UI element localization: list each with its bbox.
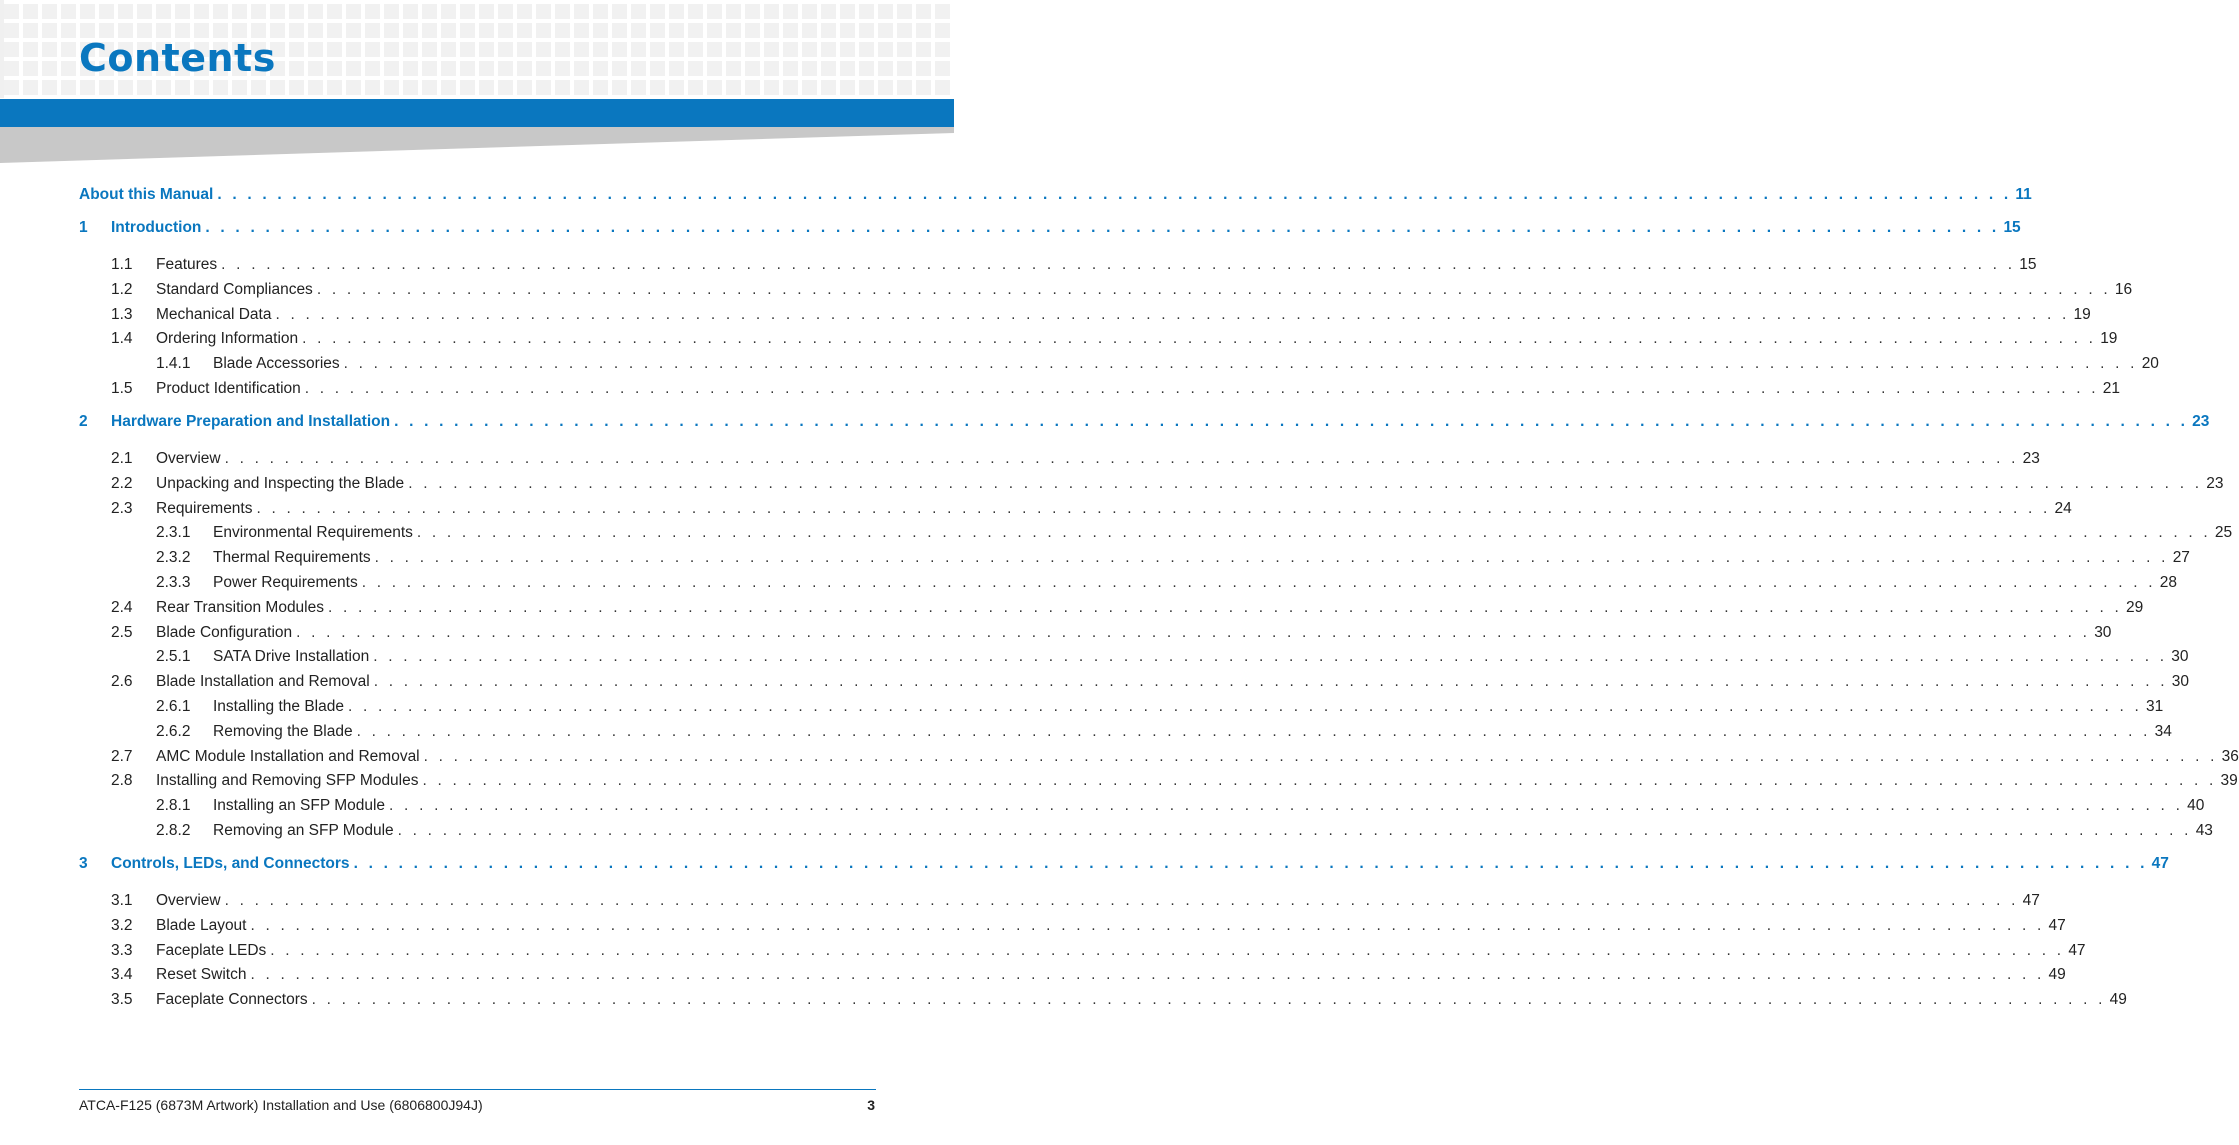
toc-entry-page: 30 [2168, 671, 2189, 693]
toc-entry-number: 2.6.1 [156, 698, 191, 715]
toc-dot-leader: . . . . . . . . . . . . . . . . . . . . . . . . . . . . . . . . . . . . . . . . . . . . . . . . . . . . . . . . . . . . . . . . . . . . . . . . . . . . . . . . . . . . . . . . . . . . . . . . . . . . . . . . . . . . . . . . . . . . . . . . [224, 450, 2019, 467]
toc-entry-line [213, 795, 2205, 817]
toc-entry-line [79, 184, 2032, 206]
toc-dot-leader: . . . . . . . . . . . . . . . . . . . . . . . . . . . . . . . . . . . . . . . . . . . . . . . . . . . . . . . . . . . . . . . . . . . . . . . . . . . . . . . . . . . . . . . . . . . . . . . . . . . . . . . . . . . . . . . . . . . . . . . . [408, 474, 2203, 492]
toc-dot-leader: . . . . . . . . . . . . . . . . . . . . . . . . . . . . . . . . . . . . . . . . . . . . . . . . . . . . . . . . . . . . . . . . . . . . . . . . . . . . . . . . . . . . . . . . . . . . . . . . . . . . . . . . . . . . . . . . . . . . . . . . [304, 380, 2099, 397]
toc-entry[interactable] [0, 378, 2121, 400]
toc-entry-title: Standard Compliances [156, 279, 317, 301]
toc-entry-number: 2 [79, 413, 88, 430]
toc-entry-title: Blade Accessories [213, 353, 344, 375]
toc-entry[interactable] [0, 940, 2086, 962]
toc-entry-page: 25 [2211, 522, 2232, 544]
toc-entry[interactable] [0, 696, 2164, 718]
toc-entry-line [156, 989, 2127, 1011]
toc-entry-line [156, 915, 2066, 937]
toc-entry-title: Unpacking and Inspecting the Blade [156, 473, 408, 495]
toc-entry-page: 23 [2202, 473, 2223, 495]
toc-entry-line [156, 770, 2238, 792]
toc-entry-number: 3.5 [111, 991, 133, 1009]
toc-entry-title: Introduction [111, 217, 205, 239]
toc-dot-leader: . . . . . . . . . . . . . . . . . . . . . . . . . . . . . . . . . . . . . . . . . . . . . . . . . . . . . . . . . . . . . . . . . . . . . . . . . . . . . . . . . . . . . . . . . . . . . . . . . . . . . . . . . . . . . . . . . . . . . . . . [347, 698, 2143, 715]
toc-dot-leader: . . . . . . . . . . . . . . . . . . . . . . . . . . . . . . . . . . . . . . . . . . . . . . . . . . . . . . . . . . . . . . . . . . . . . . . . . . . . . . . . . . . . . . . . . . . . . . . . . . . . . . . . . . . . . . . . . . . . . . . . [373, 673, 2168, 691]
toc-dot-leader: . . . . . . . . . . . . . . . . . . . . . . . . . . . . . . . . . . . . . . . . . . . . . . . . . . . . . . . . . . . . . . . . . . . . . . . . . . . . . . . . . . . . . . . . . . . . . . . . . . . . . . . . . . . . . . . . . . . . . . . . [296, 623, 2091, 641]
toc-entry-number: 1.2 [111, 280, 133, 298]
toc-entry-number: 3.2 [111, 916, 133, 934]
toc-entry-title: Overview [156, 448, 225, 470]
toc-entry-line [156, 498, 2072, 520]
toc-entry-title: Blade Installation and Removal [156, 671, 374, 693]
toc-dot-leader: . . . . . . . . . . . . . . . . . . . . . . . . . . . . . . . . . . . . . . . . . . . . . . . . . . . . . . . . . . . . . . . . . . . . . . . . . . . . . . . . . . . . . . . . . . . . . . . . . . . . . . . . . . . . . . . . . . . . . . . . [343, 355, 2138, 373]
toc-entry-page: 30 [2090, 622, 2111, 644]
toc-entry[interactable] [0, 721, 2172, 743]
toc-entry[interactable] [0, 597, 2144, 619]
toc-dot-leader: . . . . . . . . . . . . . . . . . . . . . . . . . . . . . . . . . . . . . . . . . . . . . . . . . . . . . . . . . . . . . . . . . . . . . . . . . . . . . . . . . . . . . . . . . . . . . . . . . . . . . . . . . . . . . . . . . . . . . . . . [224, 892, 2019, 909]
toc-dot-leader: . . . . . . . . . . . . . . . . . . . . . . . . . . . . . . . . . . . . . . . . . . . . . . . . . . . . . . . . . . . . . . . . . . . . . . . . . . . . . . . . . . . . . . . . . . . . . . . . . . . . . . . . . . . . . . . . . . . . . . . . [361, 574, 2156, 591]
toc-entry[interactable] [0, 646, 2189, 668]
toc-entry[interactable] [0, 915, 2066, 937]
toc-entry-number: 2.6 [111, 673, 133, 691]
toc-entry-line [156, 940, 2086, 962]
toc-entry-page: 15 [2015, 254, 2036, 276]
toc-dot-leader: . . . . . . . . . . . . . . . . . . . . . . . . . . . . . . . . . . . . . . . . . . . . . . . . . . . . . . . . . . . . . . . . . . . . . . . . . . . . . . . . . . . . . . . . . . . . . . . . . . . . . . . . . . . . . . . . . . . . . . . . [256, 499, 2051, 517]
toc-entry-title: Power Requirements [213, 572, 362, 594]
toc-dot-leader: . . . . . . . . . . . . . . . . . . . . . . . . . . . . . . . . . . . . . . . . . . . . . . . . . . . . . . . . . . . . . . . . . . . . . . . . . . . . . . . . . . . . . . . . . . . . . . . . . . . . . . . . . . . . . . . . . . . . . . . . [316, 280, 2111, 298]
toc-entry[interactable] [0, 353, 2159, 375]
toc-dot-leader: . . . . . . . . . . . . . . . . . . . . . . . . . . . . . . . . . . . . . . . . . . . . . . . . . . . . . . . . . . . . . . . . . . . . . . . . . . . . . . . . . . . . . . . . . . . . . . . . . . . . . . . . . . . . . . . . . . . . . . . . [250, 916, 2045, 934]
toc-entry-line [156, 279, 2133, 301]
toc-entry[interactable] [0, 254, 2037, 276]
toc-dot-leader: . . . . . . . . . . . . . . . . . . . . . . . . . . . . . . . . . . . . . . . . . . . . . . . . . . . . . . . . . . . . . . . . . . . . . . . . . . . . . . . . . . . . . . . . . . . . . . . . . . . . . . . . . . . . . . . . . . . . . . . . [394, 413, 2189, 430]
toc-entry-page: 11 [2011, 184, 2031, 206]
toc-entry-title: Features [156, 254, 221, 276]
toc-entry-line [213, 522, 2233, 544]
toc-entry-page: 47 [2019, 890, 2040, 912]
toc-dot-leader: . . . . . . . . . . . . . . . . . . . . . . . . . . . . . . . . . . . . . . . . . . . . . . . . . . . . . . . . . . . . . . . . . . . . . . . . . . . . . . . . . . . . . . . . . . . . . . . . . . . . . . . . . . . . . . . . . . . . . . . . [397, 822, 2192, 839]
toc-entry-title: About this Manual [79, 184, 217, 206]
toc-entry[interactable] [0, 547, 2190, 569]
toc-entry-title: Overview [156, 890, 225, 912]
toc-entry-number: 1.5 [111, 380, 133, 397]
toc-dot-leader: . . . . . . . . . . . . . . . . . . . . . . . . . . . . . . . . . . . . . . . . . . . . . . . . . . . . . . . . . . . . . . . . . . . . . . . . . . . . . . . . . . . . . . . . . . . . . . . . . . . . . . . . . . . . . . . . . . . . . . . . [205, 219, 2000, 236]
toc-dot-leader: . . . . . . . . . . . . . . . . . . . . . . . . . . . . . . . . . . . . . . . . . . . . . . . . . . . . . . . . . . . . . . . . . . . . . . . . . . . . . . . . . . . . . . . . . . . . . . . . . . . . . . . . . . . . . . . . . . . . . . . . [389, 797, 2184, 815]
toc-entry-line [156, 378, 2121, 400]
toc-entry-page: 19 [2096, 328, 2117, 350]
footer-page-number: 3 [867, 1097, 875, 1113]
page-title: Contents [79, 36, 276, 80]
toc-dot-leader: . . . . . . . . . . . . . . . . . . . . . . . . . . . . . . . . . . . . . . . . . . . . . . . . . . . . . . . . . . . . . . . . . . . . . . . . . . . . . . . . . . . . . . . . . . . . . . . . . . . . . . . . . . . . . . . . . . . . . . . . [373, 648, 2168, 666]
toc-entry-title: Requirements [156, 498, 257, 520]
toc-entry[interactable] [0, 820, 2213, 842]
toc-dot-leader: . . . . . . . . . . . . . . . . . . . . . . . . . . . . . . . . . . . . . . . . . . . . . . . . . . . . . . . . . . . . . . . . . . . . . . . . . . . . . . . . . . . . . . . . . . . . . . . . . . . . . . . . . . . . . . . . . . . . . . . . [270, 941, 2065, 959]
toc-entry-line [213, 353, 2159, 375]
toc-dot-leader: . . . . . . . . . . . . . . . . . . . . . . . . . . . . . . . . . . . . . . . . . . . . . . . . . . . . . . . . . . . . . . . . . . . . . . . . . . . . . . . . . . . . . . . . . . . . . . . . . . . . . . . . . . . . . . . . . . . . . . . . [221, 256, 2016, 273]
toc-entry-title: Reset Switch [156, 964, 250, 986]
toc-entry-page: 43 [2192, 820, 2213, 842]
toc-entry-title: Controls, LEDs, and Connectors [111, 853, 354, 875]
toc-entry-number: 2.5 [111, 623, 133, 641]
toc-entry[interactable] [0, 989, 2127, 1011]
toc-entry[interactable] [0, 328, 2118, 350]
toc-entry-number: 2.8 [111, 772, 133, 790]
toc-entry-page: 47 [2064, 940, 2085, 962]
toc-entry-page: 47 [2148, 853, 2169, 875]
toc-entry-number: 2.6.2 [156, 722, 191, 740]
toc-entry-title: Removing the Blade [213, 721, 357, 743]
toc-entry-number: 2.7 [111, 747, 133, 765]
toc-entry-line [213, 696, 2164, 718]
toc-entry-number: 1.4.1 [156, 355, 191, 373]
toc-dot-leader: . . . . . . . . . . . . . . . . . . . . . . . . . . . . . . . . . . . . . . . . . . . . . . . . . . . . . . . . . . . . . . . . . . . . . . . . . . . . . . . . . . . . . . . . . . . . . . . . . . . . . . . . . . . . . . . . . . . . . . . . [416, 524, 2211, 542]
toc-entry-page: 29 [2122, 597, 2143, 619]
footer-document-title: ATCA-F125 (6873M Artwork) Installation and Use (6806800J94J) [79, 1097, 483, 1113]
toc-entry-line [213, 547, 2190, 569]
toc-entry-title: Faceplate Connectors [156, 989, 312, 1011]
toc-entry[interactable] [0, 279, 2133, 301]
toc-entry-line [213, 820, 2213, 842]
toc-entry-line [156, 304, 2091, 326]
toc-entry-title: Ordering Information [156, 328, 302, 350]
toc-entry-number: 2.3.1 [156, 524, 191, 542]
toc-entry-title: Hardware Preparation and Installation [111, 411, 394, 433]
toc-entry-title: Thermal Requirements [213, 547, 375, 569]
toc-entry-line [156, 597, 2144, 619]
toc-entry-page: 21 [2099, 378, 2120, 400]
toc-entry-page: 23 [2188, 411, 2209, 433]
toc-entry-title: Blade Layout [156, 915, 251, 937]
toc-entry-page: 15 [1999, 217, 2020, 239]
toc-entry-line [156, 746, 2239, 768]
toc-entry[interactable] [0, 304, 2091, 326]
toc-dot-leader: . . . . . . . . . . . . . . . . . . . . . . . . . . . . . . . . . . . . . . . . . . . . . . . . . . . . . . . . . . . . . . . . . . . . . . . . . . . . . . . . . . . . . . . . . . . . . . . . . . . . . . . . . . . . . . . . . . . . . . . . [328, 598, 2123, 616]
toc-entry-page: 19 [2069, 304, 2090, 326]
toc-entry-title: Removing an SFP Module [213, 820, 398, 842]
toc-entry-title: Faceplate LEDs [156, 940, 270, 962]
toc-entry-title: AMC Module Installation and Removal [156, 746, 424, 768]
toc-entry-line [111, 217, 2021, 239]
footer-rule [79, 1089, 876, 1090]
toc-entry-page: 28 [2156, 572, 2177, 594]
toc-entry-page: 49 [2044, 964, 2065, 986]
toc-dot-leader: . . . . . . . . . . . . . . . . . . . . . . . . . . . . . . . . . . . . . . . . . . . . . . . . . . . . . . . . . . . . . . . . . . . . . . . . . . . . . . . . . . . . . . . . . . . . . . . . . . . . . . . . . . . . . . . . . . . . . . . . [275, 305, 2070, 323]
toc-entry-line [111, 853, 2169, 875]
toc-entry-number: 1 [79, 219, 88, 236]
toc-entry-page: 34 [2151, 721, 2172, 743]
toc-entry[interactable] [0, 572, 2178, 594]
toc-dot-leader: . . . . . . . . . . . . . . . . . . . . . . . . . . . . . . . . . . . . . . . . . . . . . . . . . . . . . . . . . . . . . . . . . . . . . . . . . . . . . . . . . . . . . . . . . . . . . . . . . . . . . . . . . . . . . . . . . . . . . . . . [422, 772, 2217, 790]
toc-entry-line [156, 473, 2224, 495]
toc-dot-leader: . . . . . . . . . . . . . . . . . . . . . . . . . . . . . . . . . . . . . . . . . . . . . . . . . . . . . . . . . . . . . . . . . . . . . . . . . . . . . . . . . . . . . . . . . . . . . . . . . . . . . . . . . . . . . . . . . . . . . . . . [356, 722, 2151, 740]
toc-entry-number: 2.8.1 [156, 797, 191, 815]
header-blue-bar [0, 99, 954, 127]
toc-entry[interactable] [0, 522, 2233, 544]
toc-entry-page: 24 [2051, 498, 2072, 520]
toc-entry-title: SATA Drive Installation [213, 646, 373, 668]
toc-entry-number: 3.1 [111, 892, 133, 909]
toc-entry-number: 2.5.1 [156, 648, 191, 666]
toc-entry-title: Rear Transition Modules [156, 597, 328, 619]
toc-entry-line [111, 411, 2210, 433]
toc-entry-number: 2.3 [111, 499, 133, 517]
toc-entry-number: 2.2 [111, 474, 133, 492]
toc-entry-page: 39 [2217, 770, 2238, 792]
toc-entry[interactable] [0, 448, 2040, 470]
toc-chapter-entry[interactable] [0, 217, 2021, 239]
toc-entry-number: 1.4 [111, 330, 133, 348]
toc-dot-leader: . . . . . . . . . . . . . . . . . . . . . . . . . . . . . . . . . . . . . . . . . . . . . . . . . . . . . . . . . . . . . . . . . . . . . . . . . . . . . . . . . . . . . . . . . . . . . . . . . . . . . . . . . . . . . . . . . . . . . . . . [374, 549, 2169, 567]
toc-entry-number: 2.8.2 [156, 822, 191, 839]
toc-entry-line [156, 890, 2040, 912]
toc-entry-page: 40 [2183, 795, 2204, 817]
toc-entry-line [156, 328, 2118, 350]
toc-entry-number: 3.4 [111, 966, 133, 984]
toc-entry-line [156, 622, 2112, 644]
toc-entry-line [156, 448, 2040, 470]
toc-entry-page: 27 [2169, 547, 2190, 569]
toc-entry-number: 2.4 [111, 598, 133, 616]
toc-chapter-entry[interactable] [0, 853, 2169, 875]
toc-entry-line [156, 671, 2189, 693]
toc-entry-line [156, 254, 2037, 276]
toc-entry-number: 2.3.3 [156, 574, 191, 591]
toc-dot-leader: . . . . . . . . . . . . . . . . . . . . . . . . . . . . . . . . . . . . . . . . . . . . . . . . . . . . . . . . . . . . . . . . . . . . . . . . . . . . . . . . . . . . . . . . . . . . . . . . . . . . . . . . . . . . . . . . . . . . . . . . [217, 186, 2012, 203]
toc-entry[interactable] [0, 964, 2066, 986]
toc-entry-number: 2.3.2 [156, 549, 191, 567]
toc-chapter-entry[interactable] [0, 184, 2032, 206]
toc-entry-page: 36 [2218, 746, 2239, 768]
toc-chapter-entry[interactable] [0, 411, 2210, 433]
toc-entry[interactable] [0, 795, 2205, 817]
toc-entry-number: 2.1 [111, 450, 133, 467]
toc-entry-page: 30 [2167, 646, 2188, 668]
toc-entry-title: Installing and Removing SFP Modules [156, 770, 423, 792]
toc-entry[interactable] [0, 746, 2239, 768]
toc-entry-line [156, 964, 2066, 986]
toc-entry-page: 47 [2045, 915, 2066, 937]
toc-dot-leader: . . . . . . . . . . . . . . . . . . . . . . . . . . . . . . . . . . . . . . . . . . . . . . . . . . . . . . . . . . . . . . . . . . . . . . . . . . . . . . . . . . . . . . . . . . . . . . . . . . . . . . . . . . . . . . . . . . . . . . . . [311, 991, 2106, 1009]
toc-entry[interactable] [0, 473, 2224, 495]
toc-entry[interactable] [0, 770, 2238, 792]
toc-entry-number: 3.3 [111, 941, 133, 959]
toc-entry[interactable] [0, 890, 2040, 912]
toc-entry[interactable] [0, 671, 2189, 693]
toc-entry-page: 16 [2111, 279, 2132, 301]
toc-entry[interactable] [0, 622, 2112, 644]
toc-entry-number: 3 [79, 855, 88, 872]
toc-entry-line [213, 721, 2172, 743]
toc-dot-leader: . . . . . . . . . . . . . . . . . . . . . . . . . . . . . . . . . . . . . . . . . . . . . . . . . . . . . . . . . . . . . . . . . . . . . . . . . . . . . . . . . . . . . . . . . . . . . . . . . . . . . . . . . . . . . . . . . . . . . . . . [423, 747, 2218, 765]
toc-entry-title: Installing the Blade [213, 696, 348, 718]
toc-entry-page: 49 [2106, 989, 2127, 1011]
toc-entry-page: 31 [2142, 696, 2163, 718]
toc-entry-number: 1.1 [111, 256, 133, 273]
toc-entry-line [213, 646, 2189, 668]
toc-entry-title: Product Identification [156, 378, 305, 400]
toc-entry-title: Blade Configuration [156, 622, 296, 644]
toc-entry[interactable] [0, 498, 2072, 520]
toc-entry-page: 23 [2019, 448, 2040, 470]
toc-dot-leader: . . . . . . . . . . . . . . . . . . . . . . . . . . . . . . . . . . . . . . . . . . . . . . . . . . . . . . . . . . . . . . . . . . . . . . . . . . . . . . . . . . . . . . . . . . . . . . . . . . . . . . . . . . . . . . . . . . . . . . . . [353, 855, 2148, 872]
toc-entry-number: 1.3 [111, 305, 133, 323]
toc-entry-page: 20 [2138, 353, 2159, 375]
toc-entry-title: Installing an SFP Module [213, 795, 389, 817]
toc-dot-leader: . . . . . . . . . . . . . . . . . . . . . . . . . . . . . . . . . . . . . . . . . . . . . . . . . . . . . . . . . . . . . . . . . . . . . . . . . . . . . . . . . . . . . . . . . . . . . . . . . . . . . . . . . . . . . . . . . . . . . . . . [250, 966, 2045, 984]
toc-entry-title: Environmental Requirements [213, 522, 417, 544]
toc-entry-title: Mechanical Data [156, 304, 275, 326]
header-gray-wedge [0, 127, 954, 163]
toc-entry-line [213, 572, 2178, 594]
toc-dot-leader: . . . . . . . . . . . . . . . . . . . . . . . . . . . . . . . . . . . . . . . . . . . . . . . . . . . . . . . . . . . . . . . . . . . . . . . . . . . . . . . . . . . . . . . . . . . . . . . . . . . . . . . . . . . . . . . . . . . . . . . . [302, 330, 2097, 348]
